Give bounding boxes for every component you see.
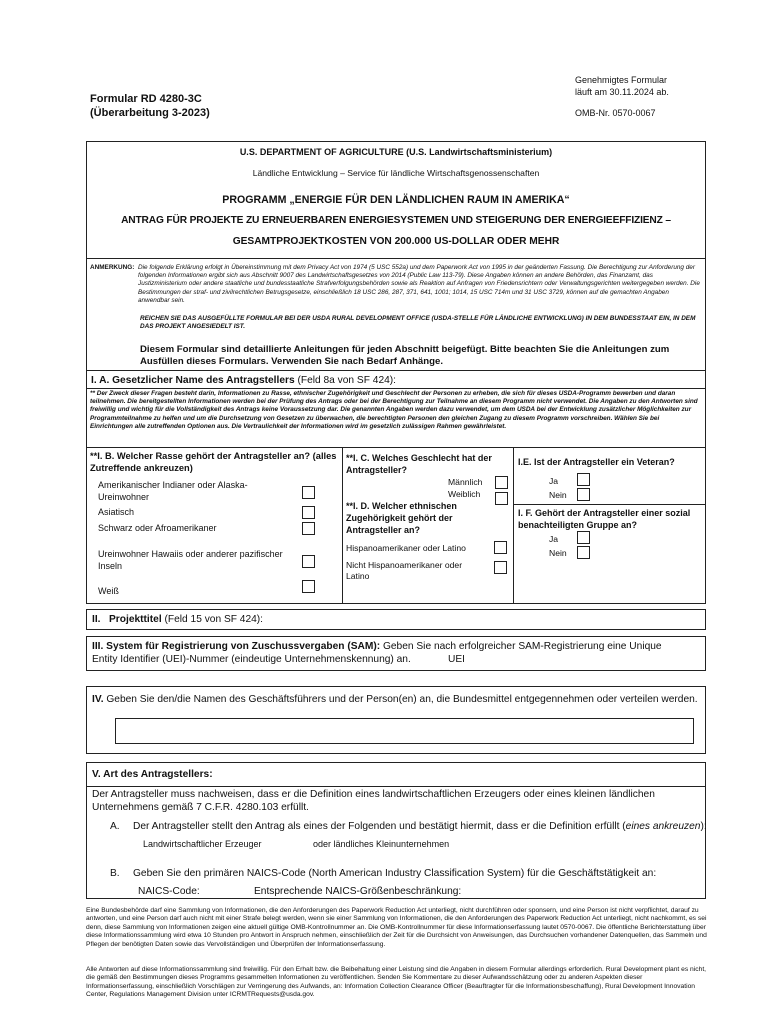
instructions-note: Diesem Formular sind detaillierte Anleitungen für jeden Abschnitt beigefügt. Bitte beachten Sie die Anleitungen zum Ausfüllen dieses Formulars. Verwenden Sie nach Bedarf Anhänge. — [140, 344, 670, 367]
agency-title: U.S. DEPARTMENT OF AGRICULTURE (U.S. Landwirtschaftsministerium) — [239, 147, 553, 157]
program-title: PROGRAMM „ENERGIE FÜR DEN LÄNDLICHEN RAUM IN AMERIKA“ — [222, 194, 570, 206]
divider — [86, 370, 706, 371]
voluntary-statement: Alle Antworten auf diese Informationssammlung sind freiwillig. Für den Erhalt bzw. die Beibehaltung einer Leistung sind die Angaben in diesem Formular allerdings erforderlich. Rural Development plant es nicht, die gemäß den Bestimmungen dieses Programms gesammelten Informationen zu veröffentlichen. Senden Sie Kommentare zu dieser Aufwandsschätzung oder zu anderen Aspekten dieser Informationserfassung, einschließlich Vorschlägen zur Verringerung des Aufwands, an: Information Collection Clearance Officer (Beauftragter für die Informationsbeschaffung), Rural Development Innovation Center, Regulations Management Division unter ICRMTRequests@usda.gov. — [86, 966, 707, 999]
uei-label: UEI — [448, 654, 465, 665]
disadvantaged-no-label: Nein — [549, 548, 567, 558]
gender-female-checkbox[interactable] — [495, 492, 508, 505]
gender-question: **I. C. Welches Geschlecht hat der Antragsteller? — [346, 453, 492, 475]
race-asian-checkbox[interactable] — [302, 506, 315, 519]
race-option-label: Schwarz oder Afroamerikaner — [98, 523, 217, 533]
form-number: Formular RD 4280-3C — [90, 93, 202, 105]
ethnicity-non-hispanic-checkbox[interactable] — [494, 561, 507, 574]
divider — [86, 258, 706, 259]
project-title-label: II. Projekttitel (Feld 15 von SF 424): — [92, 614, 264, 625]
sam-text: III. System für Registrierung von Zuschussvergaben (SAM): Geben Sie nach erfolgreicher SAM-Registrierung eine Unique Entity Identifier (UEI)-Nummer (eindeutige Unternehmenskennung) an. — [92, 641, 662, 665]
legal-name-label: I. A. Gesetzlicher Name des Antragstellers (Feld 8a von SF 424): — [91, 375, 396, 386]
disadvantaged-no-checkbox[interactable] — [577, 546, 590, 559]
subagency-title: Ländliche Entwicklung – Service für ländliche Wirtschaftsgenossenschaften — [252, 168, 540, 178]
ethnicity-option-label: Hispanoamerikaner oder Latino — [346, 543, 466, 553]
item-a-letter: A. — [110, 821, 120, 832]
item-b-letter: B. — [110, 868, 120, 879]
race-black-checkbox[interactable] — [302, 522, 315, 535]
divider — [86, 786, 706, 787]
race-option-label: Weiß — [98, 586, 119, 596]
veteran-no-checkbox[interactable] — [577, 488, 590, 501]
gender-male-checkbox[interactable] — [495, 476, 508, 489]
notice-text: Die folgende Erklärung erfolgt in Übereinstimmung mit dem Privacy Act von 1974 (5 USC 552a) und dem Paperwork Act von 1995 in der geänderten Fassung. Die Berechtigung zur Anforderung der folgenden Informationen ergibt sich aus Abschnitt 9007 des Landwirtschaftsgesetzes von 2014 (Public Law 113-79). Diese Angaben können an andere Behörden, das Finanzamt, das Justizministerium oder andere staatliche und bundesstaatliche Strafverfolgungsbehörden sowie als Reaktion auf Anfragen von Friedensrichtern oder Verwaltungsgerichten weitergegeben werden. Die Bestimmungen der straf- und zivilrechtlichen Betrugsgesetze, einschließlich 18 USC 286, 287, 371, 641, 1001; 1014, 15 USC 714m und 31 USC 3729, können auf die gemachten Angaben anwendbar sein. — [138, 264, 700, 304]
veteran-yes-checkbox[interactable] — [577, 473, 590, 486]
race-option-label: Ureinwohner Hawaiis oder anderer pazifischer Inseln — [98, 549, 283, 571]
disadvantaged-question: I. F. Gehört der Antragsteller einer sozial benachteiligten Gruppe an? — [518, 508, 691, 530]
voluntary-note: ** Der Zweck dieser Fragen besteht darin, Informationen zu Rasse, ethnischer Zugehörigkeit und Geschlecht der Personen zu erheben, die sich für dieses USDA-Programm bewerben und daran teilnehmen. Die bereitgestellten Informationen werden bei der Prüfung des Antrags oder bei der Berechtigung zur Teilnahme an diesem Programm nicht verwendet. Die Angaben zu den Antworten sind freiwillig und wichtig für die Vollständigkeit des Antrags keine Voraussetzung dar. Die genannten Angaben werden dazu verwendet, um dem USDA bei der Entwicklung zusätzlicher Möglichkeiten zur Programmteilnahme zu helfen und um die Durchsetzung von Gesetzen zu überwachen, die berechtigten Personen den gleichen Zugang zu diesem Programm vorschreiben. Wählen Sie bei Einrichtungen alle zutreffenden Optionen aus. Die Vertraulichkeit der Informationen wird im gesetzlich zulässigen Rahmen gewährleistet. — [90, 390, 698, 430]
race-white-checkbox[interactable] — [302, 580, 315, 593]
approval-line-2: läuft am 30.11.2024 ab. — [575, 87, 669, 97]
omb-number: OMB-Nr. 0570-0067 — [575, 108, 656, 118]
race-question: **I. B. Welcher Rasse gehört der Antragsteller an? (alles Zutreffende ankreuzen) — [90, 451, 337, 473]
divider — [513, 504, 706, 505]
race-american-indian-checkbox[interactable] — [302, 486, 315, 499]
naics-code-label: NAICS-Code: — [138, 886, 200, 897]
principal-text: IV. Geben Sie den/die Namen des Geschäftsführers und der Person(en) an, die Bundesmittel entgegennehmen oder verteilen werden. — [92, 694, 698, 705]
approval-line-1: Genehmigtes Formular — [575, 75, 668, 85]
veteran-yes-label: Ja — [549, 476, 559, 486]
rural-small-business-option[interactable]: oder ländliches Kleinunternehmen — [313, 839, 450, 849]
veteran-question: I.E. Ist der Antragsteller ein Veteran? — [518, 457, 675, 467]
gender-option-label: Weiblich — [448, 489, 481, 499]
race-option-label: Amerikanischer Indianer oder Alaska-Ureinwohner — [98, 480, 248, 502]
ethnicity-hispanic-checkbox[interactable] — [494, 541, 507, 554]
application-title-line2: GESAMTPROJEKTKOSTEN VON 200.000 US-DOLLAR ODER MEHR — [232, 236, 560, 247]
burden-statement: Eine Bundesbehörde darf eine Sammlung von Informationen, die den Anforderungen des Paperwork Reduction Act unterliegt, nicht durchführen oder sponsern, und eine Person ist nicht verpflichtet, darauf zu antworten, und eine Person darf auch nicht mit einer Strafe belegt werden, wenn sie einer Sammlung von Informationen, die den Anforderungen des Paperwork Reduction Act unterliegt, nicht nachkommt, es sei denn, diese Sammlung von Informationen zeigen eine aktuell gültige OMB-Kontrollnummer an. Die OMB-Kontrollnummer für diese Informationserfassung lautet 0570-0067. Die öffentliche Berichterstattung über diese Informationssammlung wird etwa 10 Stunden pro Antwort in Anspruch nehmen, einschließlich der Zeit für die Durchsicht von Anweisungen, das Durchsuchen vorhandener Datenquellen, das Sammeln und Pflegen der benötigten Daten sowie das Vervollständigen und Überprüfen der Informationserfassung. — [86, 907, 707, 948]
applicant-type-intro: Der Antragsteller muss nachweisen, dass er die Definition eines landwirtschaftlichen Erzeugers oder eines kleinen ländlichen Unternehmens gemäß 7 C.F.R. 4280.103 erfüllt. — [92, 789, 655, 813]
item-b-text: Geben Sie den primären NAICS-Code (North American Industry Classification System) für die Geschäftstätigkeit an: — [133, 868, 657, 879]
agricultural-producer-option[interactable]: Landwirtschaftlicher Erzeuger — [143, 839, 262, 849]
divider — [86, 447, 706, 448]
veteran-no-label: Nein — [549, 490, 567, 500]
race-pacific-islander-checkbox[interactable] — [302, 555, 315, 568]
column-divider — [513, 447, 514, 604]
notice-label: ANMERKUNG: — [90, 264, 135, 271]
submit-instruction: REICHEN SIE DAS AUSGEFÜLLTE FORMULAR BEI DER USDA RURAL DEVELOPMENT OFFICE (USDA-STELLE FÜR LÄNDLICHE ENTWICKLUNG) IN DEM BUNDESSTAAT EIN, IN DEM DAS PROJEKT ANGESIEDELT IST. — [140, 315, 696, 331]
ethnicity-option-label: Nicht Hispanoamerikaner oder Latino — [346, 560, 463, 581]
applicant-type-title: V. Art des Antragstellers: — [92, 769, 213, 780]
item-a-text: Der Antragsteller stellt den Antrag als eines der Folgenden und bestätigt hiermit, dass er die Definition erfüllt (eines ankreuzen): — [133, 821, 707, 832]
principal-names-input[interactable] — [115, 718, 694, 744]
column-divider — [342, 447, 343, 604]
gender-option-label: Männlich — [448, 477, 483, 487]
disadvantaged-yes-label: Ja — [549, 534, 559, 544]
ethnicity-question: **I. D. Welcher ethnischen Zugehörigkeit gehört der Antragsteller an? — [346, 501, 457, 535]
form-revision: (Überarbeitung 3-2023) — [90, 107, 210, 119]
race-option-label: Asiatisch — [98, 507, 135, 517]
disadvantaged-yes-checkbox[interactable] — [577, 531, 590, 544]
application-title-line1: ANTRAG FÜR PROJEKTE ZU ERNEUERBAREN ENERGIESYSTEMEN UND STEIGERUNG DER ENERGIEEFFIZIENZ – — [121, 215, 671, 226]
naics-size-label: Entsprechende NAICS-Größenbeschränkung: — [254, 886, 462, 897]
divider — [86, 388, 706, 389]
